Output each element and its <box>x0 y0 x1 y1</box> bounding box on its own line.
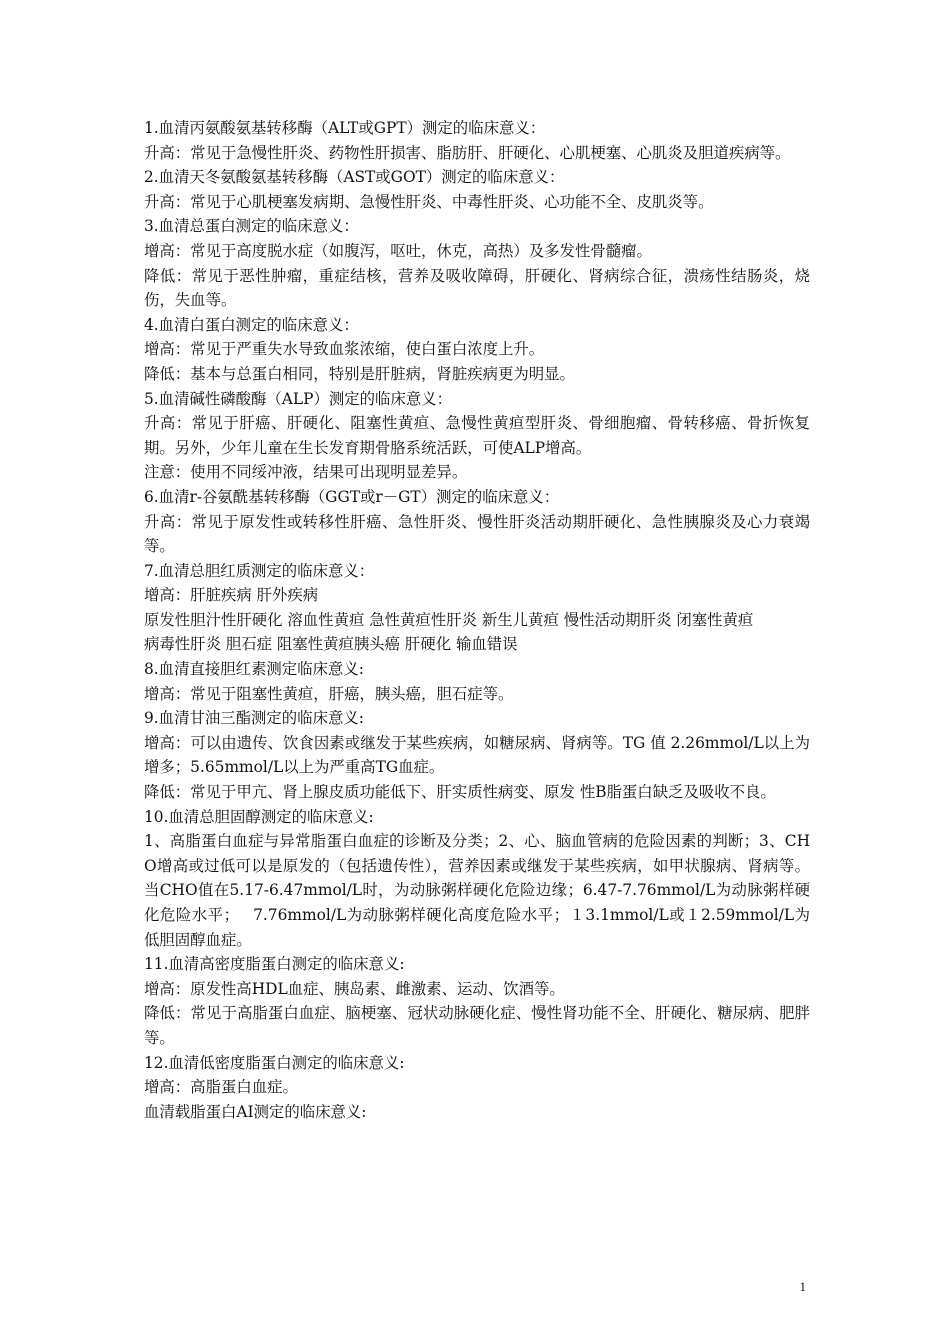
paragraph-hdl-increase: 增高：原发性高HDL血症、胰岛素、雌激素、运动、饮酒等。 <box>144 979 565 998</box>
heading-hdl: 11.血清高密度脂蛋白测定的临床意义: <box>144 955 405 974</box>
heading-alt: 1.血清丙氨酸氨基转移酶（ALT或GPT）测定的临床意义： <box>144 119 546 137</box>
heading-triglyceride: 9.血清甘油三酯测定的临床意义: <box>144 709 364 728</box>
paragraph-direct-bilirubin-increase: 增高：常见于阻塞性黄疸，肝癌，胰头癌，胆石症等。 <box>144 684 514 703</box>
paragraph-ggt-increase: 升高：常见于原发性或转移性肝癌、急性肝炎、慢性肝炎活动期肝硬化、急性胰腺炎及心力衰竭等。 <box>144 512 810 556</box>
paragraph-alp-increase: 升高：常见于肝癌、肝硬化、阻塞性黄疸、急慢性黄疸型肝炎、骨细胞瘤、骨转移癌、骨折恢复期。另外，少年儿童在生长发育期骨胳系统活跃，可使ALP增高。 <box>144 414 810 457</box>
heading-ldl: 12.血清低密度脂蛋白测定的临床意义: <box>144 1053 405 1072</box>
paragraph-total-protein-decrease: 降低：常见于恶性肿瘤，重症结核，营养及吸收障碍，肝硬化、肾病综合征，溃疡性结肠炎，烧伤，失血等。 <box>144 266 810 310</box>
paragraph-alt-increase: 升高：常见于急慢性肝炎、药物性肝损害、脂肪肝、肝硬化、心肌梗塞、心肌炎及胆道疾病等。 <box>144 143 791 162</box>
heading-total-bilirubin: 7.血清总胆红质测定的临床意义： <box>144 561 375 580</box>
paragraph-bilirubin-increase: 增高：肝脏疾病 肝外疾病 <box>144 586 319 605</box>
page-number: 1 <box>799 1279 806 1294</box>
paragraph-alp-note: 注意：使用不同绥冲液，结果可出现明显差异。 <box>144 463 468 482</box>
heading-albumin: 4.血清白蛋白测定的临床意义： <box>144 315 359 334</box>
document-body <box>144 116 810 1124</box>
heading-apolipoprotein-ai: 血清载脂蛋白AI测定的临床意义: <box>144 1102 367 1121</box>
heading-cholesterol: 10.血清总胆固醇测定的临床意义: <box>144 807 374 826</box>
heading-ggt: 6.血清r-谷氨酰基转移酶（GGT或r－GT）测定的临床意义： <box>144 487 560 506</box>
heading-alp: 5.血清碱性磷酸酶（ALP）测定的临床意义： <box>144 389 453 408</box>
paragraph-albumin-increase: 增高：常见于严重失水导致血浆浓缩，使白蛋白浓度上升。 <box>144 340 545 359</box>
heading-total-protein: 3.血清总蛋白测定的临床意义： <box>144 217 359 236</box>
heading-direct-bilirubin: 8.血清直接胆红素测定临床意义: <box>144 660 364 679</box>
paragraph-ast-increase: 升高：常见于心肌梗塞发病期、急慢性肝炎、中毒性肝炎、心功能不全、皮肌炎等。 <box>144 192 714 211</box>
paragraph-bilirubin-hepatic: 原发性胆汁性肝硬化 溶血性黄疸 急性黄疸性肝炎 新生儿黄疸 慢性活动期肝炎 闭塞性黄疸 <box>144 610 754 629</box>
paragraph-total-protein-increase: 增高：常见于高度脱水症（如腹泻，呕吐，休克，高热）及多发性骨髓瘤。 <box>144 241 652 260</box>
paragraph-hdl-decrease: 降低：常见于高脂蛋白血症、脑梗塞、冠状动脉硬化症、慢性肾功能不全、肝硬化、糖尿病、肥胖等。 <box>144 1004 810 1047</box>
heading-ast: 2.血清天冬氨酸氨基转移酶（AST或GOT）测定的临床意义： <box>144 168 565 187</box>
paragraph-triglyceride-increase: 增高：可以由遗传、饮食因素或继发于某些疾病，如糖尿病、肾病等。TG 值 2.26mmol/L以上为增多；5.65mmol/L以上为严重高TG血症。 <box>144 733 810 777</box>
paragraph-ldl-increase: 增高：高脂蛋白血症。 <box>144 1078 298 1097</box>
paragraph-albumin-decrease: 降低：基本与总蛋白相同，特别是肝脏病，肾脏疾病更为明显。 <box>144 364 575 383</box>
paragraph-bilirubin-extrahepatic: 病毒性肝炎 胆石症 阻塞性黄疸胰头癌 肝硬化 输血错误 <box>144 635 518 654</box>
paragraph-triglyceride-decrease: 降低：常见于甲亢、肾上腺皮质功能低下、肝实质性病变、原发 性B脂蛋白缺乏及吸收不良。 <box>144 783 776 802</box>
paragraph-cholesterol-significance: 1、高脂蛋白血症与异常脂蛋白血症的诊断及分类；2、心、脑血管病的危险因素的判断；3、CHO增高或过低可以是原发的（包括遗传性），营养因素或继发于某些疾病，如甲状腺病、肾病等。当CHO值在5.17-6.47mmol/L时，为动脉粥样硬化危险边缘；6.47-7.76mmol/L为动脉粥样硬化危险水平； 7.76mmol/L为动脉粥样硬化高度危险水平；１3.1mmol/L或１2.59mmol/L为低胆固醇血症。 <box>144 832 810 949</box>
